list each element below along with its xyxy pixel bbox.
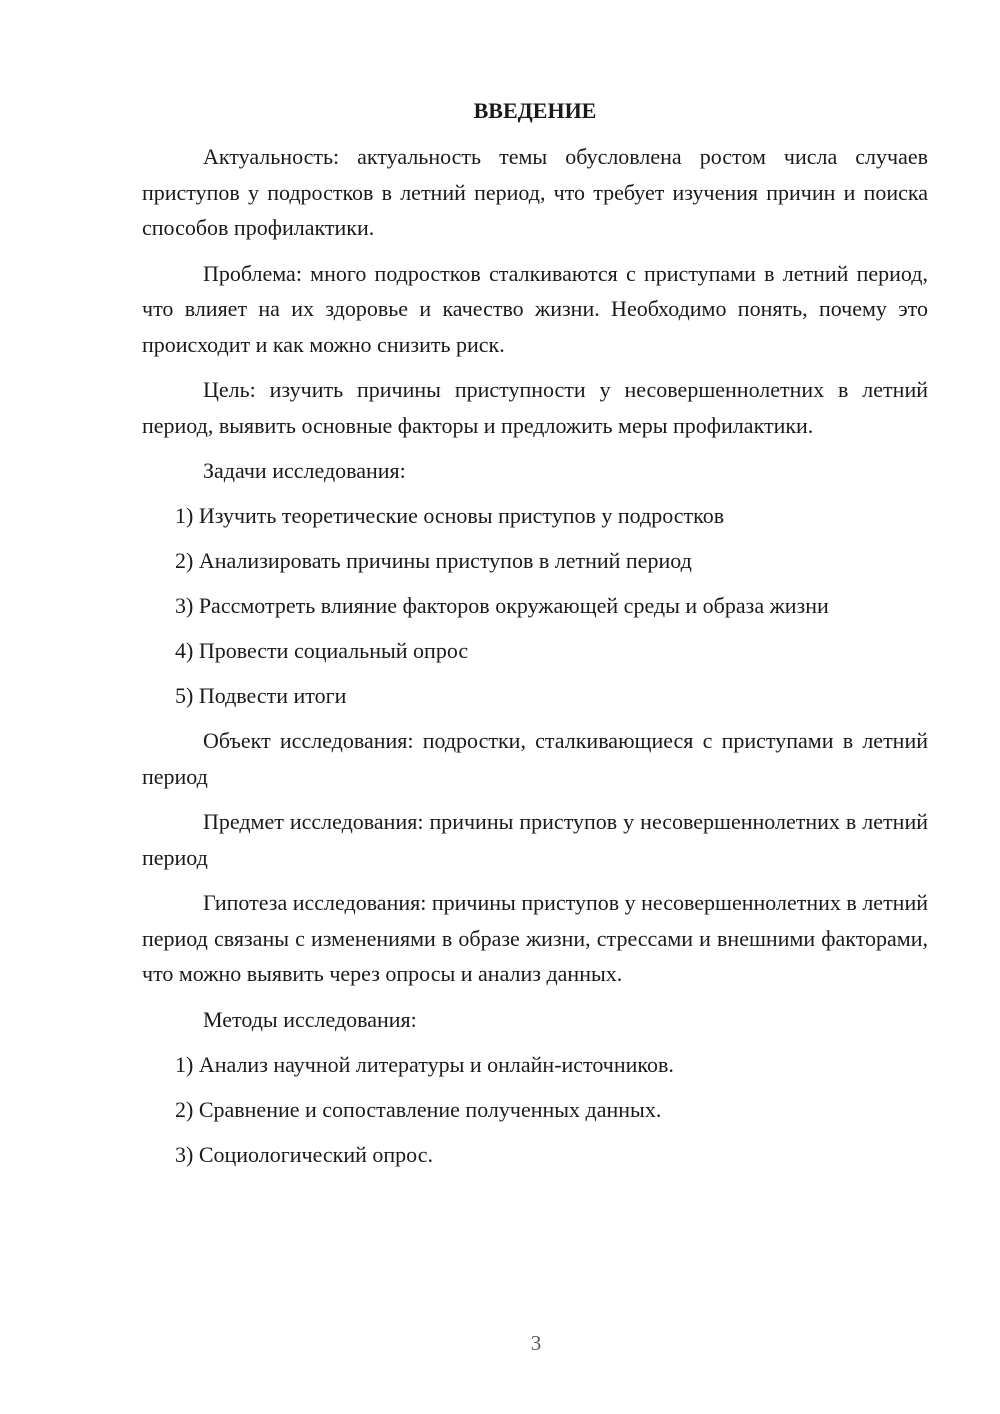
method-item: 3) Социологический опрос. [175, 1141, 433, 1167]
problem-paragraph: Проблема: много подростков сталкиваются с приступами в летний период, что влияет на их здоровье и качество жизни. Необходимо понять, почему это происходит и как можно снизить риск. [142, 260, 928, 357]
task-item: 4) Провести социальный опрос [175, 638, 469, 663]
relevance-paragraph: Актуальность: актуальность темы обусловлена ростом числа случаев приступов у подростков в летний период, что требует изучения причин и поиска способов профилактики. [142, 144, 928, 240]
tasks-heading: Задачи исследования: [203, 458, 406, 483]
page-title: ВВЕДЕНИЕ [473, 98, 597, 123]
methods-list [142, 1047, 928, 1172]
tasks-list [142, 498, 928, 713]
page-content [142, 95, 928, 1182]
goal-paragraph: Цель: изучить причины приступности у несовершеннолетних в летний период, выявить основные факторы и предложить меры профилактики. [142, 377, 928, 438]
task-item: 3) Рассмотреть влияние факторов окружающей среды и образа жизни [175, 593, 829, 618]
task-item: 2) Анализировать причины приступов в летний период [175, 548, 692, 573]
methods-heading: Методы исследования: [203, 1006, 417, 1032]
page-number: 3 [530, 1331, 542, 1355]
subject-paragraph: Предмет исследования: причины приступов у несовершеннолетних в летний период [142, 809, 928, 870]
method-item: 1) Анализ научной литературы и онлайн-источников. [175, 1051, 674, 1077]
object-paragraph: Объект исследования: подростки, сталкивающиеся с приступами в летний период [142, 728, 928, 789]
method-item: 2) Сравнение и сопоставление полученных данных. [175, 1096, 662, 1122]
hypothesis-paragraph: Гипотеза исследования: причины приступов у несовершеннолетних в летний период связаны с изменениями в образе жизни, стрессами и внешними факторами, что можно выявить через опросы и анализ данных. [142, 890, 928, 986]
task-item: 5) Подвести итоги [175, 683, 347, 708]
task-item: 1) Изучить теоретические основы приступов у подростков [175, 503, 725, 528]
